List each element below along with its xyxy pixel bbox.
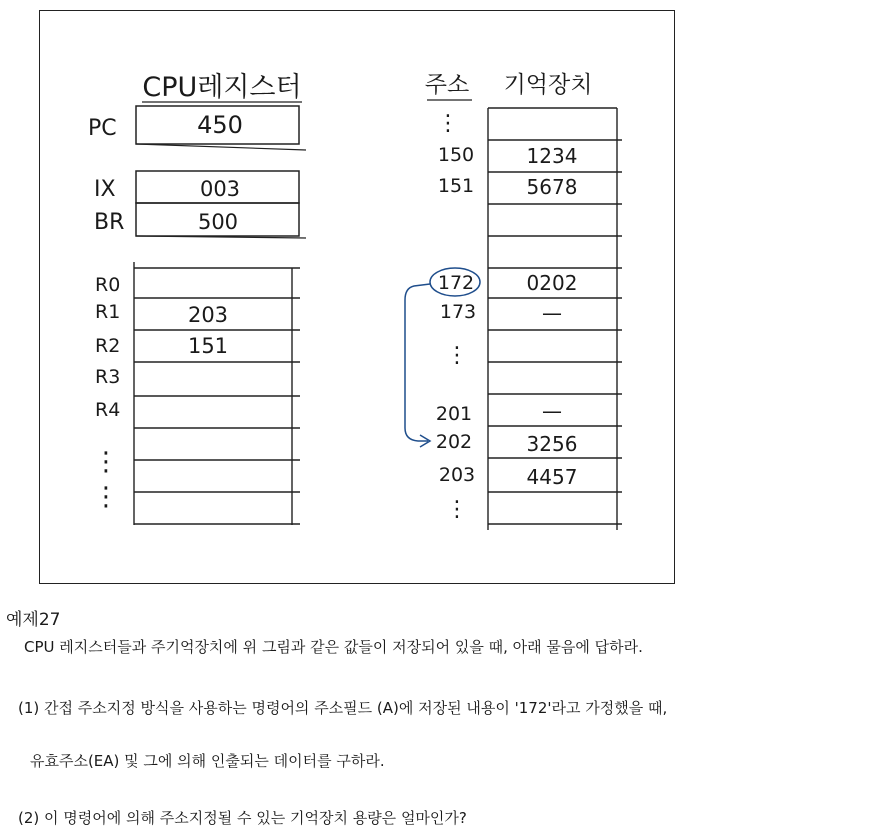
register-value-ix: 003 [199, 177, 241, 201]
question-1-line-2: 유효주소(EA) 및 그에 의해 인출되는 데이터를 구하라. [30, 752, 385, 770]
memory-value-151: 5678 [526, 175, 578, 199]
general-register-label-r0: R0 [95, 274, 121, 296]
general-register-value-r2: 151 [187, 334, 229, 358]
register-ellipsis-lower: ⋮ [93, 482, 119, 512]
general-register-label-r4: R4 [95, 399, 121, 421]
register-ellipsis: ⋮ [93, 447, 119, 477]
register-label-ix: IX [94, 177, 116, 202]
question-2: (2) 이 명령어에 의해 주소지정될 수 있는 기억장치 용량은 얼마인가? [18, 809, 467, 827]
address-header: 주소 [424, 72, 470, 98]
register-label-pc: PC [88, 116, 117, 141]
memory-value-172: 0202 [526, 271, 578, 295]
memory-address-173: 173 [439, 301, 477, 323]
memory-value-201: — [542, 399, 562, 423]
general-register-value-r1: 203 [187, 303, 229, 327]
problem-label: 예제27 [6, 610, 61, 630]
register-value-pc: 450 [197, 111, 243, 139]
memory-address-172: 172 [437, 272, 475, 294]
register-label-br: BR [94, 210, 125, 235]
general-register-label-r2: R2 [95, 335, 121, 357]
memory-address-203: 203 [438, 464, 476, 486]
general-register-label-r1: R1 [95, 301, 121, 323]
memory-value-150: 1234 [526, 144, 578, 168]
memory-value-202: 3256 [526, 432, 578, 456]
storage-header: 기억장치 [503, 72, 593, 98]
memory-address-202: 202 [435, 431, 473, 453]
general-register-label-r3: R3 [95, 366, 121, 388]
problem-statement: CPU 레지스터들과 주기억장치에 위 그림과 같은 값들이 저장되어 있을 때, 아래 물음에 답하라. [24, 638, 643, 656]
memory-address-ellipsis-lower: ⋮ [446, 497, 468, 522]
memory-address-151: 151 [437, 175, 475, 197]
cpu-title: CPU레지스터 [142, 72, 302, 103]
memory-address-ellipsis: ⋮ [446, 343, 468, 368]
memory-value-173: — [542, 301, 562, 325]
question-1-line-1: (1) 간접 주소지정 방식을 사용하는 명령어의 주소필드 (A)에 저장된 내용이 '172'라고 가정했을 때, [18, 699, 668, 717]
memory-address-150: 150 [437, 144, 475, 166]
memory-value-203: 4457 [526, 465, 578, 489]
memory-address-201: 201 [435, 403, 473, 425]
memory-address-0: ⋮ [437, 111, 459, 136]
register-value-br: 500 [197, 210, 239, 234]
